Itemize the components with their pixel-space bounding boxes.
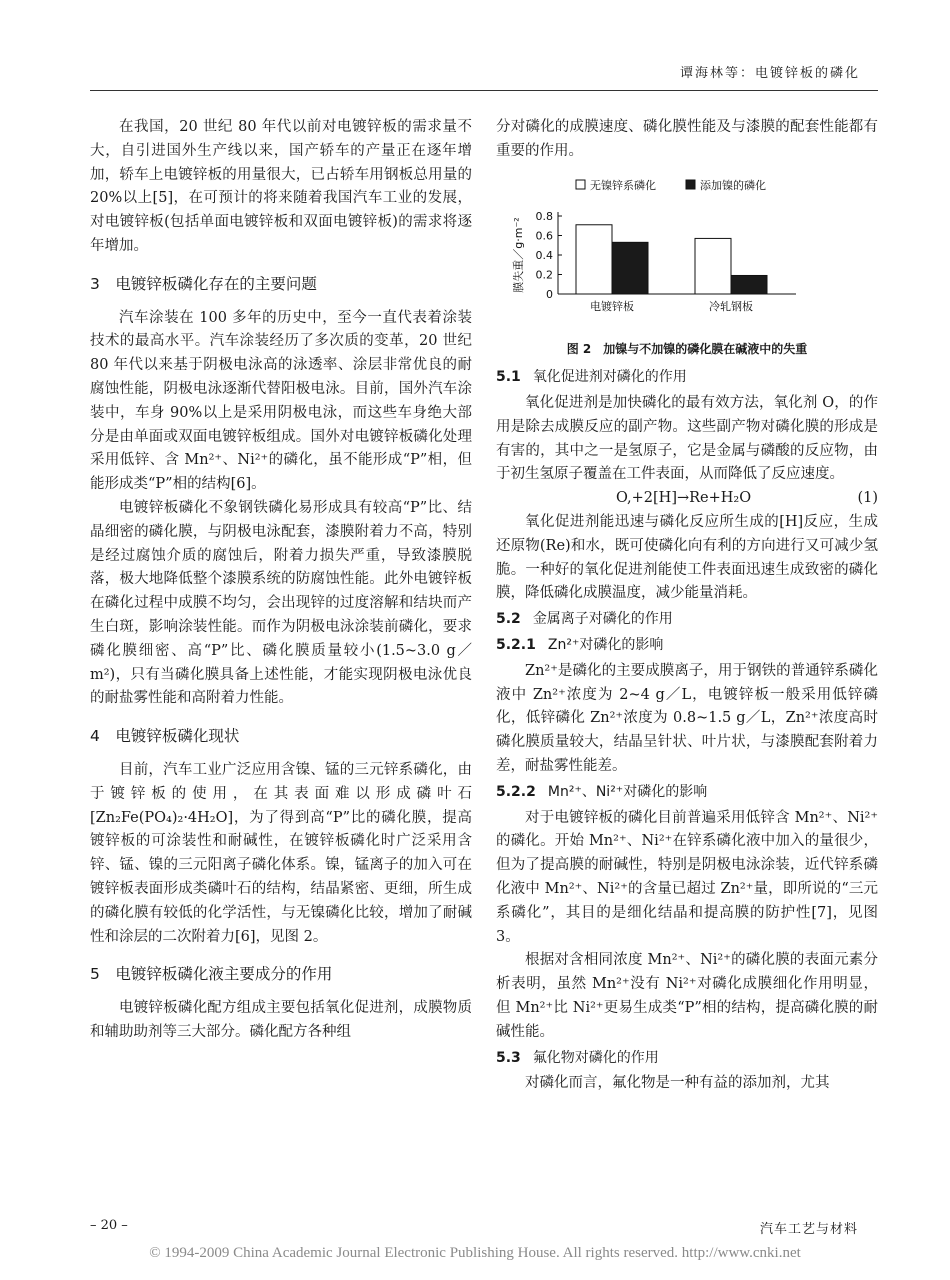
section-heading-5 [90,963,472,987]
journal-name: 汽车工艺与材料 [759,1222,858,1237]
subsection-heading-5-2 [496,608,878,632]
subsection-number: 5.2.1 [496,636,536,653]
equation-number: (1) [857,490,878,507]
right-column [496,116,878,1096]
bar-2-1 [695,238,731,294]
section-number: 5 [90,965,100,984]
legend-label-1: 无镍锌系磷化 [590,178,656,192]
section-heading-4 [90,725,472,749]
y-tick-label: 0.2 [535,268,553,282]
legend-swatch-2 [686,180,695,189]
subsection-title: Mn²⁺、Ni²⁺对磷化的影响 [547,783,708,800]
subsection-heading-5-2-1 [496,634,878,658]
paragraph: 汽车涂装在 100 多年的历史中，至今一直代表着涂装技术的最高水平。汽车涂装经历了多次质的变革，20 世纪 80 年代以来基于阴极电泳高的泳透率、涂层非常优良的耐腐蚀性能，阴极电泳逐渐代替阳极电泳。目前，国外汽车涂装中，车身 90%以上是采用阴极电泳，而这些车身绝大部分是由单面或双面电镀锌板组成。国外对电镀锌板磷化处理采用低锌、含 Mn²⁺、Ni²⁺的磷化，虽不能形成“P”相，但能形成类“P”相的结构[6]。 [90,309,472,493]
paragraph: 电镀锌板磷化配方组成主要包括氧化促进剂，成膜物质和辅助助剂等三大部分。磷化配方各种组 [90,1000,472,1040]
figure-2 [496,168,878,363]
paragraph: 目前，汽车工业广泛应用含镍、锰的三元锌系磷化，由于镀锌板的使用，在其表面难以形成磷叶石[Zn₂Fe(PO₄)₂·4H₂O]，为了得到高“P”比的磷化膜，提高镀锌板的可涂装性和耐碱性，在镀锌板磷化时广泛采用含锌、锰、镍的三元阳离子磷化体系。镍，锰离子的加入可在镀锌板表面形成类磷叶石的结构，结晶紧密、更细，所生成的磷化膜有较低的化学活性，与无镍磷化比较，增加了耐碱性和涂层的二次附着力[6]，见图 2。 [90,761,472,945]
header-rule [90,90,878,91]
y-tick-label: 0.4 [535,248,553,262]
subsection-title: 金属离子对磷化的作用 [532,611,673,628]
section-number: 4 [90,727,100,746]
section-heading-3 [90,273,472,297]
page-number: – 20 – [90,1218,128,1233]
subsection-title: 氟化物对磷化的作用 [532,1049,659,1066]
paragraph: Zn²⁺是磷化的主要成膜离子，用于钢铁的普通锌系磷化液中 Zn²⁺浓度为 2~4 g／L，电镀锌板一般采用低锌磷化，低锌磷化 Zn²⁺浓度为 0.8~1.5 g／L，Zn²⁺浓度高时磷化膜质量较大，结晶呈针状、叶片状，与漆膜配套附着力差，耐盐雾性能差。 [496,662,878,774]
subsection-number: 5.1 [496,369,521,386]
section-title: 电镀锌板磷化现状 [115,727,240,746]
subsection-number: 5.2.2 [496,783,536,800]
legend-label-2: 添加镍的磷化 [700,178,766,192]
subsection-number: 5.3 [496,1049,521,1066]
paragraph: 氧化促进剂是加快磷化的最有效方法，氧化剂 O，的作用是除去成膜反应的副产物。这些副产物对磷化膜的形成是有害的，其中之一是氢原子，它是金属与磷酸的反应物，由于初生氢原子覆盖在工件表面，从而降低了反应速度。 [496,394,878,483]
bar-2-2 [731,275,767,294]
subsection-title: 氧化促进剂对磷化的作用 [532,369,687,386]
bar-1-1 [576,224,612,293]
running-title: 谭海林等：电镀锌板的磷化 [679,66,860,81]
equation-body: O,+2[H]→Re+H₂O [616,490,752,507]
bar-chart [496,168,878,328]
x-tick-label: 电镀锌板 [590,299,634,313]
equation-1 [496,487,878,511]
x-tick-label: 冷轧钢板 [709,299,753,313]
copyright-notice: © 1994-2009 China Academic Journal Electronic Publishing House. All rights reserved. http://www.cnki.net [149,1245,801,1261]
section-title: 电镀锌板磷化液主要成分的作用 [115,965,333,984]
paragraph: 在我国，20 世纪 80 年代以前对电镀锌板的需求量不大，自引进国外生产线以来，国产轿车的产量正在逐年增加，轿车上电镀锌板的用量很大，已占轿车用钢板总用量的 20%以上[5]，在可预计的将来随着我国汽车工业的发展，对电镀锌板(包括单面电镀锌板和双面电镀锌板)的需求将逐年增加。 [90,119,472,254]
left-column [90,116,472,1045]
y-tick-label: 0.6 [535,229,553,243]
subsection-heading-5-2-2 [496,781,878,805]
paragraph: 氧化促进剂能迅速与磷化反应所生成的[H]反应，生成还原物(Re)和水，既可使磷化向有利的方向进行又可减少氢脆。一种好的氧化促进剂能使工件表面迅速生成致密的磷化膜，降低磷化成膜温度，减少能量消耗。 [496,513,878,602]
subsection-heading-5-3 [496,1047,878,1071]
paragraph: 电镀锌板磷化不象钢铁磷化易形成具有较高“P”比、结晶细密的磷化膜，与阴极电泳配套，漆膜附着力不高，特别是经过腐蚀介质的腐蚀后，附着力损失严重，导致漆膜脱落，极大地降低整个漆膜系统的防腐蚀性能。此外电镀锌板在磷化过程中成膜不均匀，会出现锌的过度溶解和结块而产生白斑，影响涂装性能。而作为阴极电泳涂装前磷化，要求磷化膜细密、高“P”比、磷化膜质量较小(1.5~3.0 g／m²)，只有当磷化膜具备上述性能，才能实现阴极电泳优良的耐盐雾性能和高附着力性能。 [90,499,472,707]
paragraph: 根据对含相同浓度 Mn²⁺、Ni²⁺的磷化膜的表面元素分析表明，虽然 Mn²⁺没有 Ni²⁺对磷化成膜细化作用明显，但 Mn²⁺比 Ni²⁺更易生成类“P”相的结构，提高磷化膜的耐碱性能。 [496,952,878,1040]
subsection-number: 5.2 [496,611,521,628]
subsection-heading-5-1 [496,366,878,390]
y-axis-label: 膜失重／g·m⁻² [512,216,525,293]
y-tick-label: 0.8 [535,209,553,223]
section-number: 3 [90,274,100,293]
y-tick-label: 0 [546,287,553,301]
paragraph: 对磷化而言，氟化物是一种有益的添加剂，尤其 [525,1075,830,1092]
figure-caption: 图 2 加镍与不加镍的磷化膜在碱液中的失重 [566,342,808,357]
section-title: 电镀锌板磷化存在的主要问题 [115,274,317,293]
legend-swatch-1 [576,180,585,189]
paragraph: 分对磷化的成膜速度、磷化膜性能及与漆膜的配套性能都有重要的作用。 [496,119,878,159]
paragraph: 对于电镀锌板的磷化目前普遍采用低锌含 Mn²⁺、Ni²⁺的磷化。开始 Mn²⁺、Ni²⁺在锌系磷化液中加入的量很少，但为了提高膜的耐碱性，特别是阴极电泳涂装，近代锌系磷化液中 Mn²⁺、Ni²⁺的含量已超过 Zn²⁺量，即所说的“三元系磷化”，其目的是细化结晶和提高膜的防护性[7]，见图 3。 [496,809,878,945]
bar-1-2 [612,242,648,294]
subsection-title: Zn²⁺对磷化的影响 [547,636,664,653]
